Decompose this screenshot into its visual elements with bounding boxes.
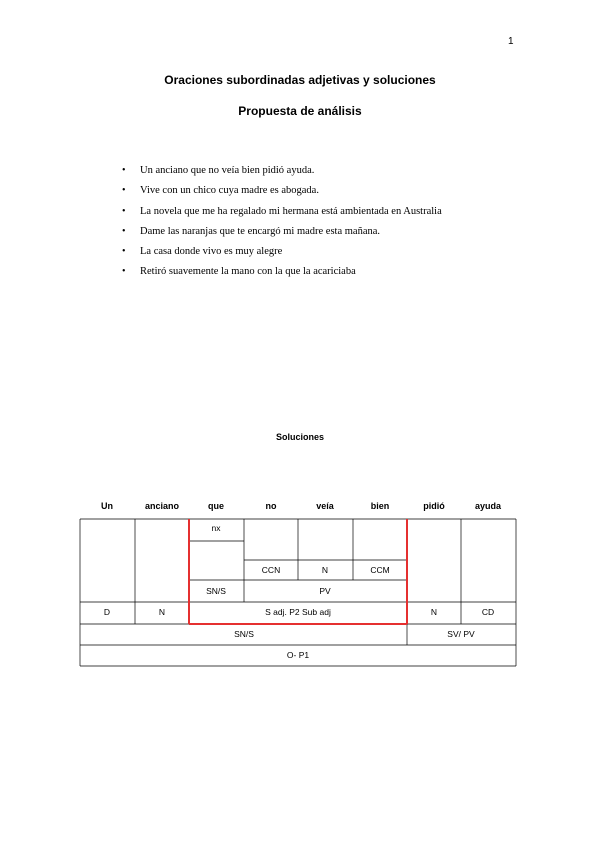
n-anciano-label: N xyxy=(158,607,166,617)
word-header: veía xyxy=(316,501,334,511)
n-label: N xyxy=(321,565,329,575)
list-item: • La novela que me ha regalado mi hermana está ambientada en Australia xyxy=(122,205,442,225)
list-item: • Dame las naranjas que te encargó mi madre esta mañana. xyxy=(122,225,442,245)
word-header: pidió xyxy=(423,501,445,511)
n-pidio-label: N xyxy=(430,607,438,617)
nx-label: nx xyxy=(211,523,221,533)
pv-label: PV xyxy=(319,586,331,596)
o-p1-label: O- P1 xyxy=(286,650,310,660)
list-item: • La casa donde vivo es muy alegre xyxy=(122,245,442,265)
page-number: 1 xyxy=(508,36,514,47)
sv-pv-label: SV/ PV xyxy=(447,629,475,639)
word-header: Un xyxy=(101,501,113,511)
cd-label: CD xyxy=(481,607,495,617)
sn-s-inner-label: SN/S xyxy=(206,586,226,596)
word-header: bien xyxy=(370,501,390,511)
list-item: • Retiró suavemente la mano con la que la acariciaba xyxy=(122,265,442,285)
sadj-label: S adj. P2 Sub adj xyxy=(265,607,331,617)
solutions-heading: Soluciones xyxy=(275,432,324,442)
ccn-label: CCN xyxy=(261,565,281,575)
page-title: Oraciones subordinadas adjetivas y soluciones xyxy=(164,73,436,87)
word-header: no xyxy=(265,501,277,511)
word-header: anciano xyxy=(144,501,180,511)
list-item: • Un anciano que no veía bien pidió ayuda. xyxy=(122,164,442,184)
sn-s-label: SN/S xyxy=(234,629,254,639)
word-header: que xyxy=(207,501,225,511)
page-subtitle: Propuesta de análisis xyxy=(238,104,362,118)
word-header: ayuda xyxy=(474,501,502,511)
ccm-label: CCM xyxy=(370,565,390,575)
d-label: D xyxy=(103,607,111,617)
list-item: • Vive con un chico cuya madre es abogada. xyxy=(122,184,442,204)
